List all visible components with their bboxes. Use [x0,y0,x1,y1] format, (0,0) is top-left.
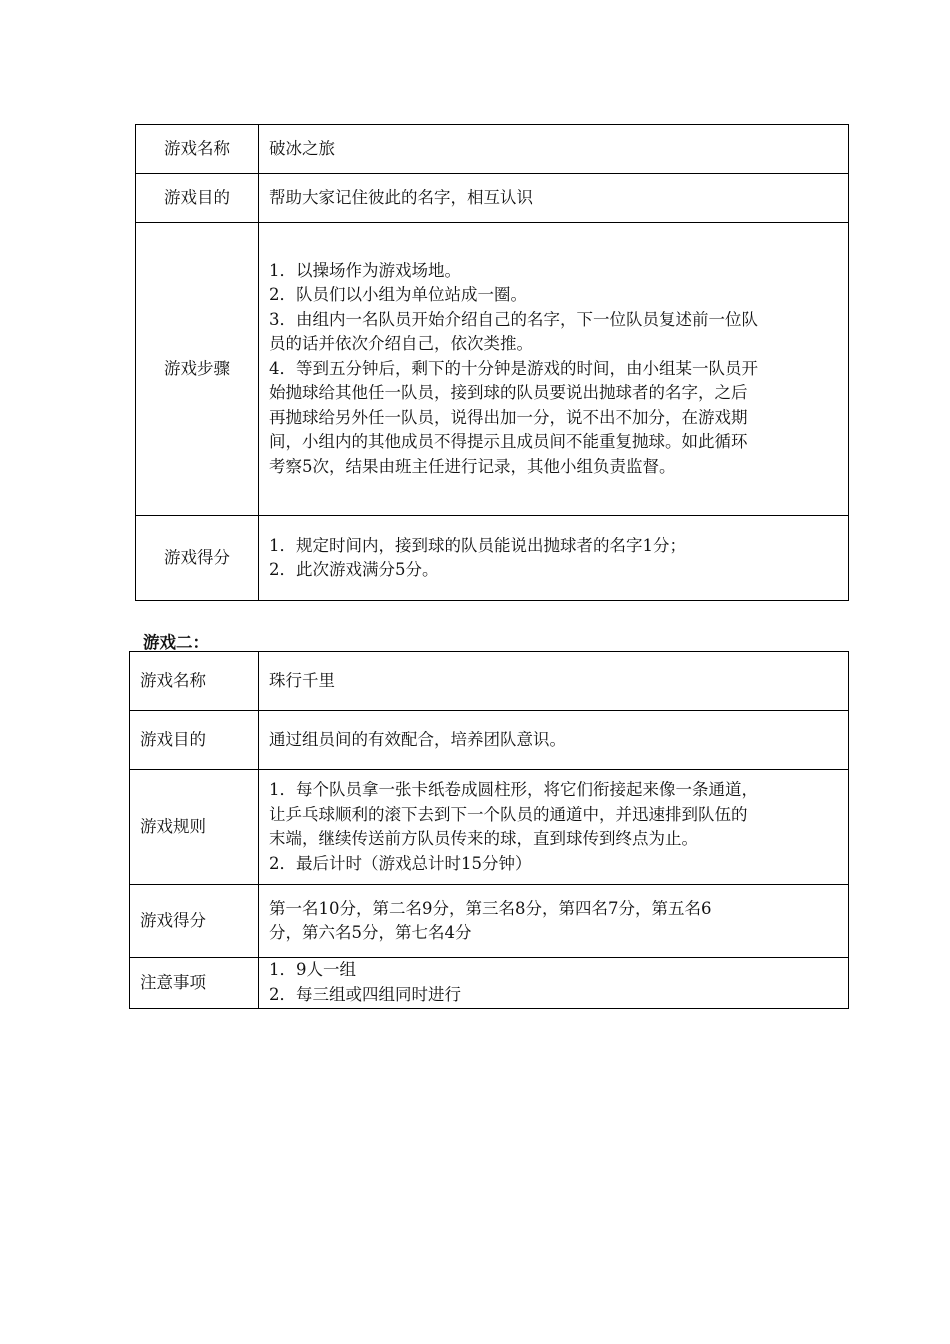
game2-notes-label: 注意事项 [130,958,259,1009]
step-line: 考察5次，结果由班主任进行记录，其他小组负责监督。 [269,456,676,476]
game1-score-value [259,516,849,601]
game1-name-label: 游戏名称 [136,125,259,174]
step-line: 始抛球给其他任一队员，接到球的队员要说出抛球者的名字，之后 [269,383,748,403]
game1-steps-label: 游戏步骤 [136,223,259,516]
step-line: 2．队员们以小组为单位站成一圈。 [269,285,527,305]
game2-row-score [130,885,849,958]
game1-score-label: 游戏得分 [136,516,259,601]
game2-name-label: 游戏名称 [130,652,259,711]
game1-row-purpose [136,174,849,223]
game1-name-value: 破冰之旅 [259,125,849,174]
step-line: 3．由组内一名队员开始介绍自己的名字，下一位队员复述前一位队 [269,309,758,329]
step-line: 1．以操场作为游戏场地。 [269,260,461,280]
game1-row-score [136,516,849,601]
game1-purpose-value: 帮助大家记住彼此的名字，相互认识 [259,174,849,223]
game2-row-rules [130,770,849,885]
game2-rules-label: 游戏规则 [130,770,259,885]
step-line: 间，小组内的其他成员不得提示且成员间不能重复抛球。如此循环 [269,432,748,452]
rule-line: 2．最后计时（游戏总计时15分钟） [269,853,532,873]
game1-row-steps [136,223,849,516]
game1-steps-value [259,223,849,516]
game2-row-name [130,652,849,711]
game1-row-name [136,125,849,174]
game1-purpose-label: 游戏目的 [136,174,259,223]
note-line: 2．每三组或四组同时进行 [269,984,461,1004]
rule-line: 1．每个队员拿一张卡纸卷成圆柱形，将它们衔接起来像一条通道， [269,780,758,799]
game2-row-notes [130,958,849,1009]
rule-line: 末端，继续传送前方队员传来的球，直到球传到终点为止。 [269,829,698,848]
score-line: 1．规定时间内，接到球的队员能说出抛球者的名字1分； [269,535,686,555]
step-line: 再抛球给另外任一队员，说得出加一分，说不出不加分，在游戏期 [269,407,748,427]
game2-rules-value [259,770,849,885]
game2-notes-value [259,958,849,1009]
game2-heading: 游戏二： [143,633,209,652]
game2-score-value [259,885,849,958]
game2-score-label: 游戏得分 [130,885,259,958]
game2-purpose-label: 游戏目的 [130,711,259,770]
game2-purpose-value: 通过组员间的有效配合，培养团队意识。 [259,711,849,770]
step-line: 4．等到五分钟后，剩下的十分钟是游戏的时间，由小组某一队员开 [269,358,758,378]
score-line: 2．此次游戏满分5分。 [269,560,439,579]
score-line: 第一名10分，第二名9分，第三名8分，第四名7分，第五名6 [269,898,712,918]
step-line: 员的话并依次介绍自己，依次类推。 [269,334,533,354]
game1-table [135,124,849,601]
game2-row-purpose [130,711,849,770]
rule-line: 让乒乓球顺利的滚下去到下一个队员的通道中，并迅速排到队伍的 [269,804,748,824]
game2-table [129,651,849,1009]
game2-name-value: 珠行千里 [259,652,849,711]
note-line: 1．9人一组 [269,960,356,979]
score-line: 分，第六名5分，第七名4分 [269,923,472,942]
